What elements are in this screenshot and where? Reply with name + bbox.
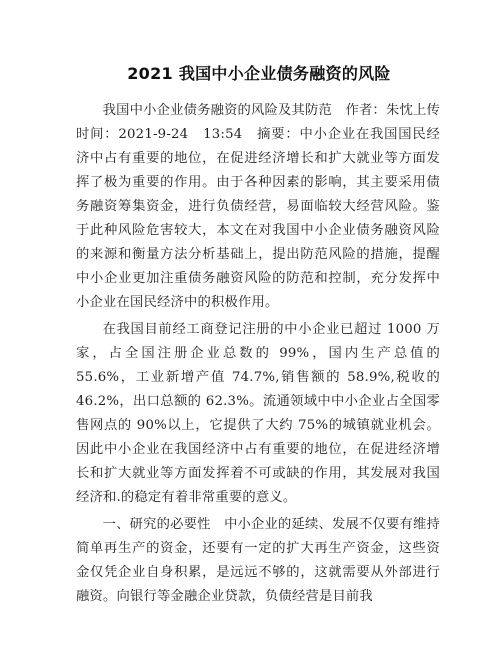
paragraph-research-necessity: 一、研究的必要性 中小企业的延续、发展不仅要有维持简单再生产的资金，还要有一定的扩大再生产资金，这些资金仅凭企业自身积累，是远远不够的，这就需要从外部进行融资。向银行等金融企业贷款，负债经营是目前我 <box>76 517 441 604</box>
paragraph-abstract: 我国中小企业债务融资的风险及其防范 作者：朱忱上传时间：2021-9-24 13:54 摘要：中小企业在我国国民经济中占有重要的地位，在促进经济增长和扩大就业等方面发挥了极为重要的作用。由于各种因素的影响，其主要采用债务融资筹集资金，进行负债经营，易面临较大经营风险。鉴于此种风险危害较大，本文在对我国中小企业债务融资风险的来源和衡量方法分析基础上，提出防范风险的措施，提醒中小企业更加注重债务融资风险的防范和控制，充分发挥中小企业在国民经济中的积极作用。 <box>76 103 441 310</box>
paragraph-statistics: 在我国目前经工商登记注册的中小企业已超过 1000 万家，占全国注册企业总数的 99%，国内生产总值的 55.6%，工业新增产值 74.7%,销售额的 58.9%,税收的 46.2%，出口总额的 62.3%。流通领域中中小企业占全国零售网点的 90%以上，它提供了大约 75%的城镇就业机会。因此中小企业在我国经济中占有重要的地位，在促进经济增长和扩大就业等方面发挥着不可或缺的作用，其发展对我国经济和.的稳定有着非常重要的意义。 <box>76 322 440 505</box>
document-body <box>76 99 440 609</box>
document-title: 2021 我国中小企业债务融资的风险 <box>127 64 391 83</box>
